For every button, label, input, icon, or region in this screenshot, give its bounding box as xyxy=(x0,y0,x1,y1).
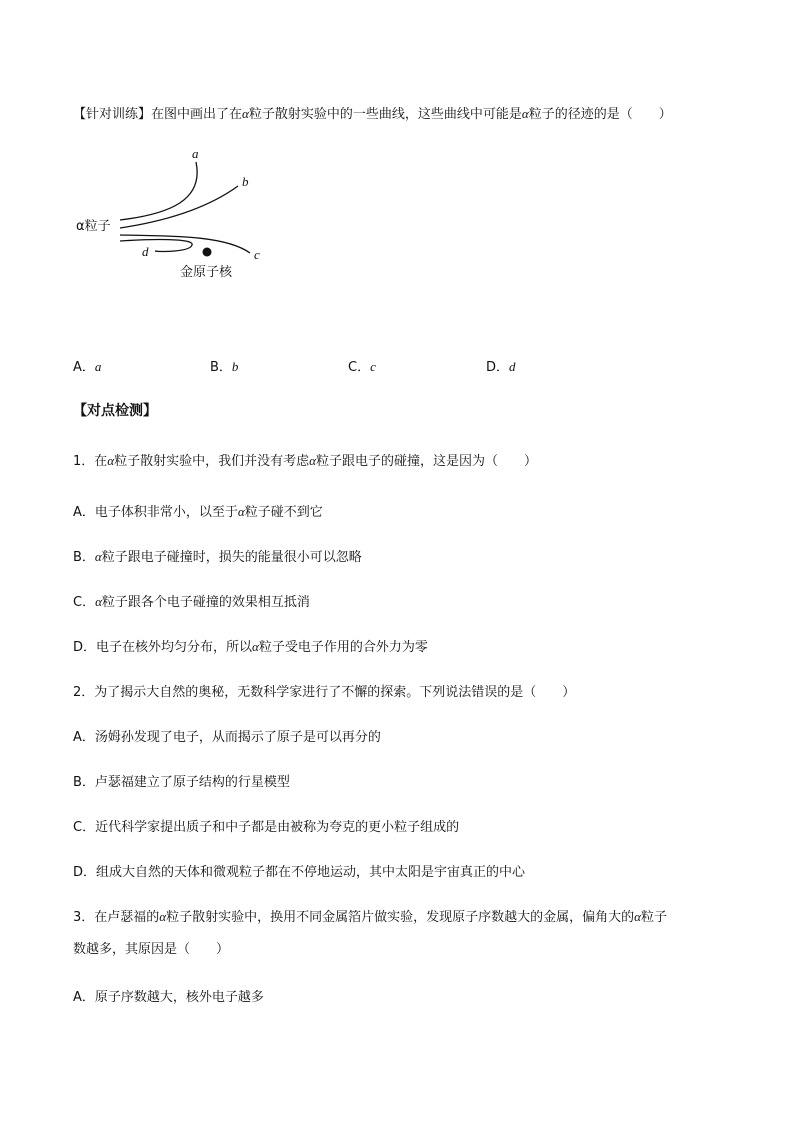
alpha-symbol: α xyxy=(309,453,316,468)
alpha-particle-label: α粒子 xyxy=(76,219,111,234)
alpha-symbol: α xyxy=(252,639,259,654)
q1-stem: 1．在α粒子散射实验中，我们并没有考虑α粒子跟电子的碰撞，这是因为（ ） xyxy=(73,453,537,469)
alpha-symbol: α xyxy=(634,909,641,924)
alpha-symbol: α xyxy=(94,549,102,564)
curve-a xyxy=(120,162,197,220)
curve-label-b: b xyxy=(242,174,249,189)
practice-heading: 【针对训练】 xyxy=(73,107,152,122)
alpha-symbol: α xyxy=(95,594,102,609)
q3-stem: 3．在卢瑟福的α粒子散射实验中，换用不同金属箔片做实验，发现原子序数越大的金属，偏角大的α粒子 xyxy=(73,909,667,925)
practice-option-c[interactable]: C．c xyxy=(348,359,376,375)
q1-option-a[interactable]: A．电子体积非常小，以至于α粒子碰不到它 xyxy=(73,504,323,520)
curve-label-c: c xyxy=(254,247,260,262)
gold-nucleus-label: 金原子核 xyxy=(180,265,233,280)
alpha-symbol: α xyxy=(159,909,167,924)
q2-option-a[interactable]: A．汤姆孙发现了电子，从而揭示了原子是可以再分的 xyxy=(73,730,381,745)
curve-d xyxy=(120,240,192,252)
alpha-symbol: α xyxy=(521,106,529,121)
q1-option-b[interactable]: B．α粒子跟电子碰撞时，损失的能量很小可以忽略 xyxy=(73,549,362,565)
curve-label-d: d xyxy=(142,244,149,259)
curve-b xyxy=(120,186,238,228)
alpha-symbol: α xyxy=(107,453,115,468)
section-title: 【对点检测】 xyxy=(73,403,157,419)
q1-option-d[interactable]: D．电子在核外均匀分布，所以α粒子受电子作用的合外力为零 xyxy=(73,639,428,655)
alpha-symbol: α xyxy=(242,106,249,121)
practice-option-b[interactable]: B．b xyxy=(210,359,239,375)
curve-label-a: a xyxy=(192,146,199,161)
practice-stem: 【针对训练】在图中画出了在α粒子散射实验中的一些曲线，这些曲线中可能是α粒子的径迹的是（ ） xyxy=(73,106,672,122)
gold-nucleus xyxy=(203,248,212,257)
q2-option-c[interactable]: C．近代科学家提出质子和中子都是由被称为夸克的更小粒子组成的 xyxy=(73,820,460,835)
q2-option-b[interactable]: B．卢瑟福建立了原子结构的行星模型 xyxy=(73,775,290,790)
practice-option-d[interactable]: D．d xyxy=(486,359,516,375)
practice-option-a[interactable]: A．a xyxy=(73,359,102,375)
q1-option-c[interactable]: C．α粒子跟各个电子碰撞的效果相互抵消 xyxy=(73,594,310,610)
q3-stem-line2: 数越多，其原因是（ ） xyxy=(73,942,230,957)
q2-option-d[interactable]: D．组成大自然的天体和微观粒子都在不停地运动，其中太阳是宇宙真正的中心 xyxy=(73,865,526,880)
q3-option-a[interactable]: A．原子序数越大，核外电子越多 xyxy=(73,990,264,1005)
q2-stem: 2．为了揭示大自然的奥秘，无数科学家进行了不懈的探索。下列说法错误的是（ ） xyxy=(73,685,576,700)
alpha-scattering-figure xyxy=(0,0,794,300)
curve-c xyxy=(120,235,250,253)
alpha-symbol: α xyxy=(237,504,245,519)
